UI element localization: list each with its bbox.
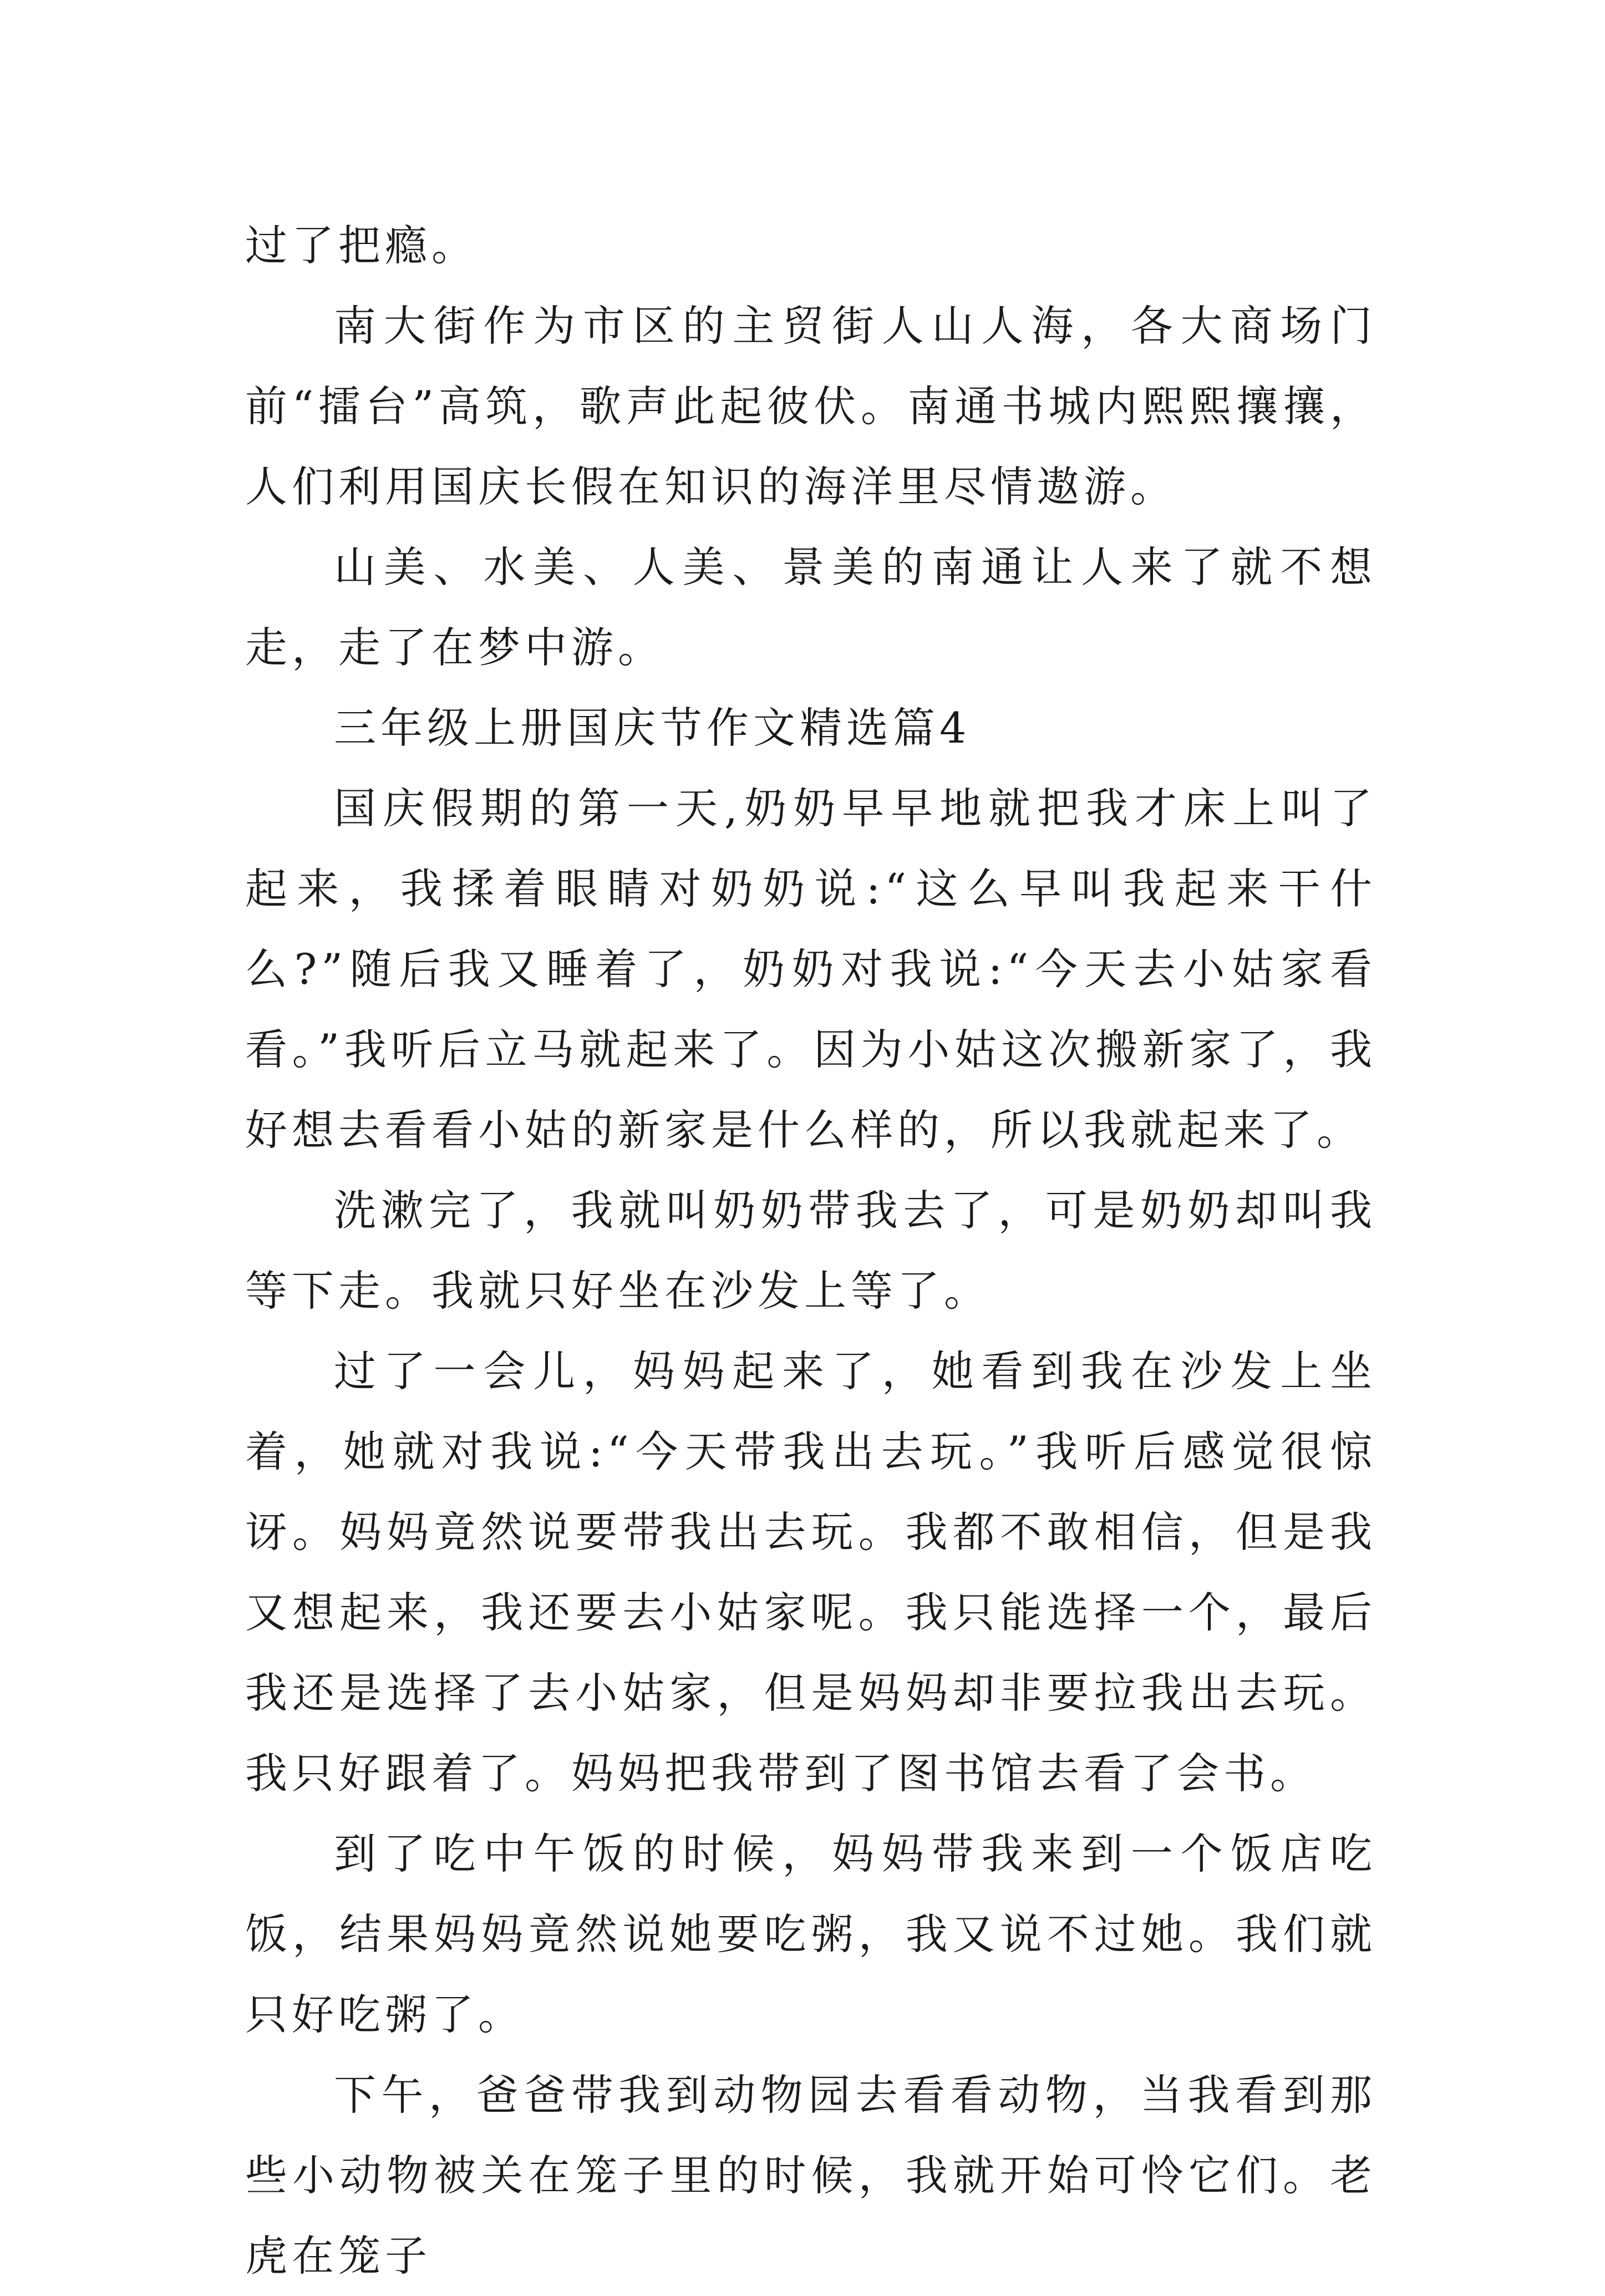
paragraph-mom-wakes: 过了一会儿，妈妈起来了，她看到我在沙发上坐着，她就对我说:“今天带我出去玩。”我听后感觉很惊讶。妈妈竟然说要带我出去玩。我都不敢相信，但是我又想起来，我还要去小姑家呢。我只能选择一个，最后我还是选择了去小姑家，但是妈妈却非要拉我出去玩。我只好跟着了。妈妈把我带到了图书馆去看了会书。	[245, 1347, 1377, 1798]
paragraph-lunch: 到了吃中午饭的时候，妈妈带我来到一个饭店吃饭，结果妈妈竟然说她要吃粥，我又说不过她。我们就只好吃粥了。	[245, 1829, 1377, 2039]
paragraph-nantong-beauty: 山美、水美、人美、景美的南通让人来了就不想走，走了在梦中游。	[245, 542, 1377, 672]
paragraph-continued: 过了把瘾。	[245, 221, 478, 270]
paragraph-nantong-street: 南大街作为市区的主贸街人山人海，各大商场门前“擂台”高筑，歌声此起彼伏。南通书城内熙熙攘攘，人们利用国庆长假在知识的海洋里尽情遨游。	[245, 301, 1377, 511]
essay-heading: 三年级上册国庆节作文精选篇4	[334, 703, 971, 753]
paragraph-first-day: 国庆假期的第一天,奶奶早早地就把我才床上叫了起来，我揉着眼睛对奶奶说:“这么早叫我起来干什么?”随后我又睡着了，奶奶对我说:“今天去小姑家看看。”我听后立马就起来了。因为小姑这次搬新家了，我好想去看看小姑的新家是什么样的，所以我就起来了。	[245, 784, 1377, 1155]
document-body	[245, 205, 1377, 2296]
paragraph-zoo: 下午，爸爸带我到动物园去看看动物，当我看到那些小动物被关在笼子里的时候，我就开始可怜它们。老虎在笼子	[245, 2070, 1377, 2280]
paragraph-washing: 洗漱完了，我就叫奶奶带我去了，可是奶奶却叫我等下走。我就只好坐在沙发上等了。	[245, 1186, 1377, 1315]
